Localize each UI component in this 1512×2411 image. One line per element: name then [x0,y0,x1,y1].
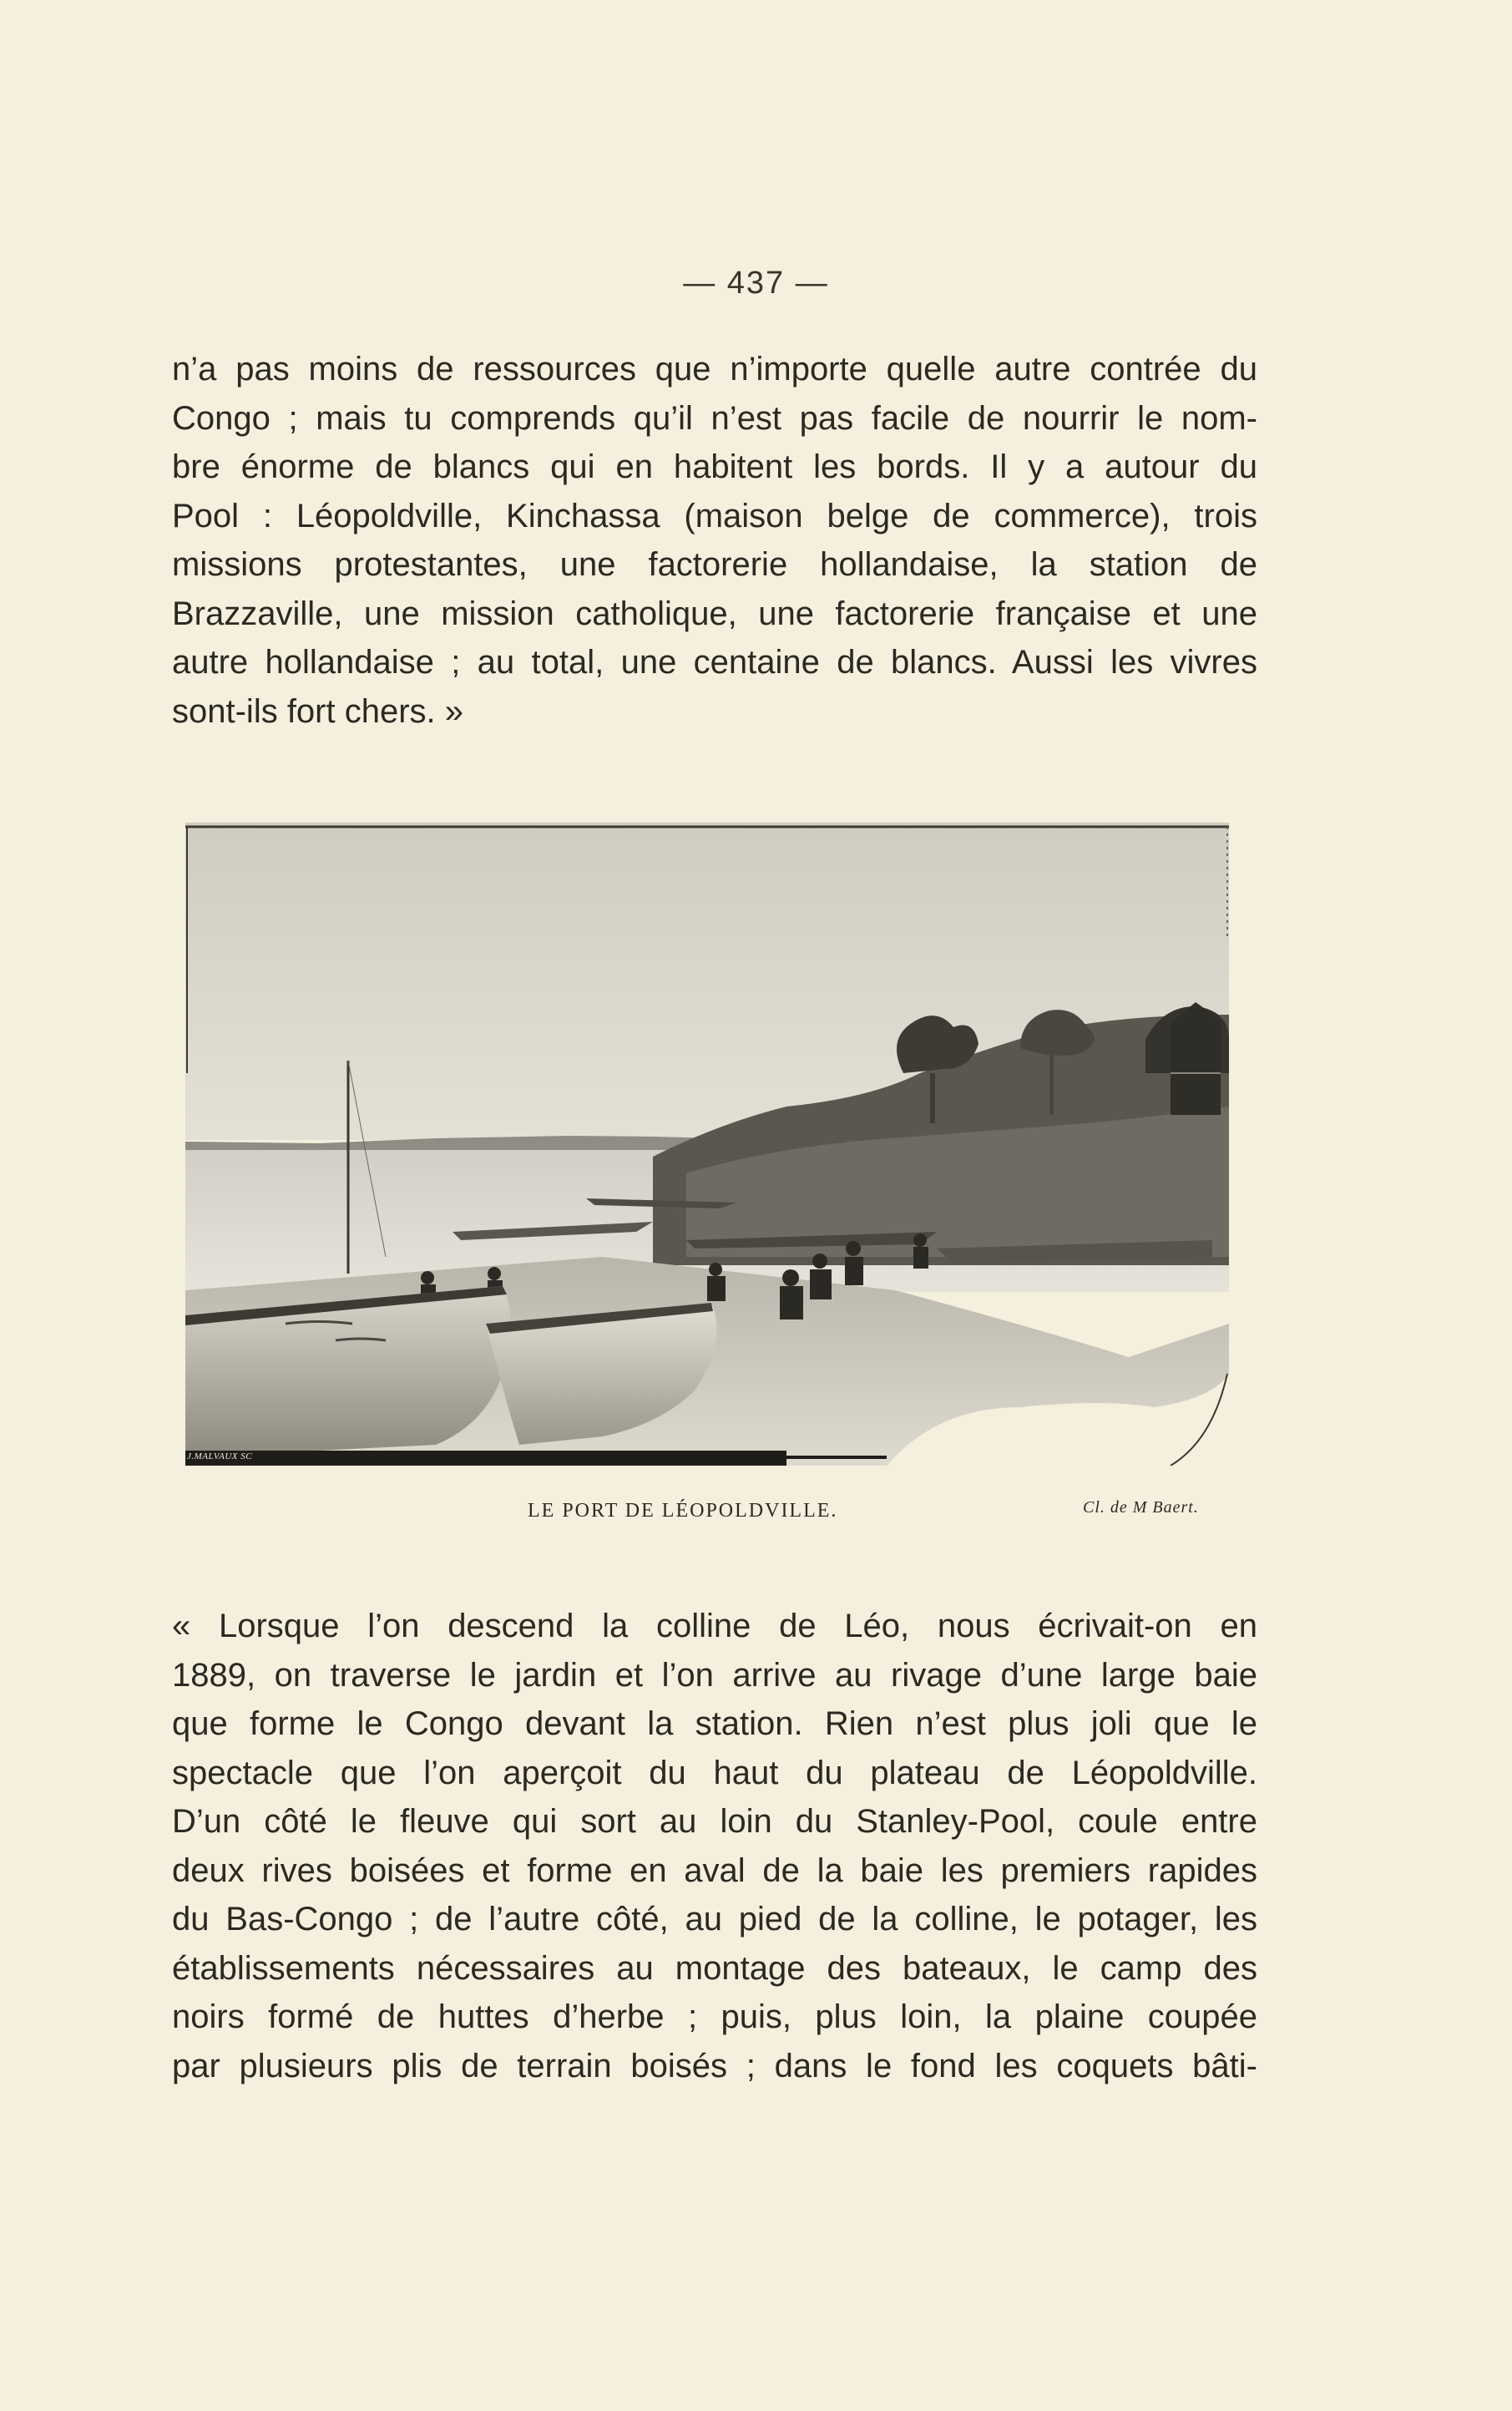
text-line: « Lorsque l’on descend la colline de Léo, nous écrivait-on en [172,1608,1257,1644]
text-line: D’un côté le fleuve qui sort au loin du Stanley-Pool, coule entre [172,1803,1257,1840]
figure-caption: LE PORT DE LÉOPOLDVILLE. [528,1500,838,1522]
paragraph-bottom [172,1602,1257,2090]
text-line: deux rives boisées et forme en aval de la baie les premiers rapides [172,1851,1257,1889]
text-line: bre énorme de blancs qui en habitent les bords. Il y a autour du [172,448,1257,485]
text-line: que forme le Congo devant la station. Rien n’est plus joli que le [172,1705,1257,1742]
text-line: sont-ils fort chers. » [172,692,464,730]
text-line: Congo ; mais tu comprends qu’il n’est pas facile de nourrir le nom- [172,399,1257,437]
text-line: n’a pas moins de ressources que n’importe quelle autre contrée du [172,351,1257,387]
text-line: 1889, on traverse le jardin et l’on arrive au rivage d’une large baie [172,1656,1257,1694]
engraver-signature: J.MALVAUX SC [187,1451,253,1461]
photo-credit: Cl. de M Baert. [1083,1498,1199,1517]
text-line: établissements nécessaires au montage des bateaux, le camp des [172,1949,1257,1987]
photograph-port-leopoldville [185,823,1229,1466]
text-line: noirs formé de huttes d’herbe ; puis, plus loin, la plaine coupée [172,1998,1257,2035]
text-line: Pool : Léopoldville, Kinchassa (maison belge de commerce), trois [172,497,1257,534]
page-number: — 437 — [683,266,829,301]
paragraph-top [172,345,1257,736]
text-line: missions protestantes, une factorerie hollandaise, la station de [172,546,1257,583]
text-line: spectacle que l’on aperçoit du haut du plateau de Léopoldville. [172,1754,1257,1791]
text-line: autre hollandaise ; au total, une centaine de blancs. Aussi les vivres [172,644,1257,681]
text-line: du Bas-Congo ; de l’autre côté, au pied de la colline, le potager, les [172,1901,1257,1937]
text-line: par plusieurs plis de terrain boisés ; dans le fond les coquets bâti- [172,2047,1257,2084]
text-line: Brazzaville, une mission catholique, une factorerie française et une [172,595,1257,632]
